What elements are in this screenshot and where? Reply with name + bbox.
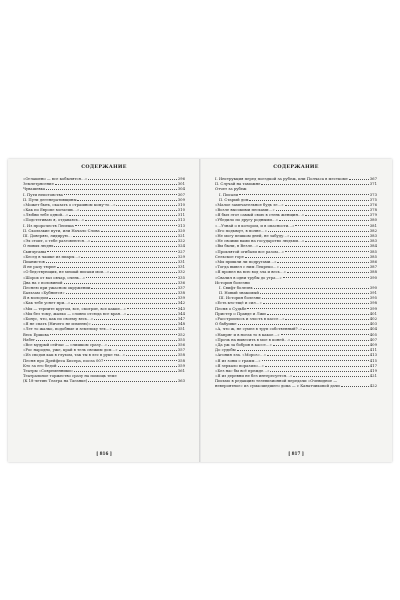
- dot-leader: [262, 298, 369, 299]
- dot-leader: [283, 277, 369, 278]
- dot-leader: [73, 236, 177, 237]
- dot-leader: [273, 345, 369, 346]
- toc-entry-page: 411: [369, 347, 377, 353]
- toc-entry-title: Песнею при ужасном окружении: [23, 284, 91, 290]
- toc-entry-page: 335: [177, 274, 185, 280]
- toc-entry-title: «Как по Европе мотаешь…»: [23, 207, 80, 213]
- dot-leader: [285, 319, 368, 320]
- toc-entry-title: «Может быть, сказать о страшном кому-то…»: [23, 201, 116, 207]
- toc-entry-title: «А, что ж, не сумел в труп собственный?..»: [215, 326, 303, 332]
- toc-entry-page: 371: [369, 181, 377, 187]
- toc-entry-title: О бабушке: [215, 321, 237, 327]
- dot-leader: [341, 386, 369, 387]
- toc-entry-page: 399: [369, 305, 377, 311]
- dot-leader: [247, 308, 368, 309]
- toc-entry-title: «Есть кто-ещё и сил…»: [215, 300, 262, 306]
- toc-entry-page: 401: [369, 310, 377, 316]
- toc-entry-title: Песня про Дрейфеса Бисера, посла 007: [23, 357, 104, 363]
- dot-leader: [126, 355, 177, 356]
- toc-entry-page: 391: [369, 290, 377, 296]
- toc-entry-title: «Я не спать (Ничего не изменю)»: [23, 321, 91, 327]
- dot-leader: [77, 200, 176, 201]
- dot-leader: [55, 184, 177, 185]
- toc-entry-page: 417: [369, 362, 377, 368]
- toc-entry-page: 320: [177, 227, 185, 233]
- dot-leader: [91, 288, 176, 289]
- dot-leader: [295, 225, 368, 226]
- toc-entry-page: 309: [177, 196, 185, 202]
- toc-entry-title: I. Из пророчеств Лепеша: [23, 222, 74, 228]
- toc-entry-page: 386: [369, 258, 377, 264]
- dot-leader: [303, 329, 368, 330]
- toc-entry-title: II. Пути дегенеративщины: [23, 196, 77, 202]
- toc-entry-title: Бальзам «Бубнится»: [23, 290, 65, 296]
- dot-leader: [108, 345, 177, 346]
- toc-entry-title: «Я зеркало поразило…»: [215, 362, 264, 368]
- toc-entry-page: 390: [369, 274, 377, 280]
- dot-leader: [265, 366, 369, 367]
- toc-entry-page: 355: [177, 336, 185, 342]
- dot-leader: [259, 246, 369, 247]
- dot-leader: [101, 231, 177, 232]
- toc-entry-page: 357: [177, 347, 185, 353]
- toc-entry-title: История болезни: [215, 279, 250, 285]
- toc-entry-title: «Подстегиваю я, отдаваясь…»: [23, 217, 85, 223]
- toc-entry-title: I. Пути неистовства: [23, 191, 63, 197]
- toc-entry-title: Театральное торжество сразу на помощь теме: [23, 373, 117, 379]
- toc-entry-title: О новых людях: [23, 243, 54, 249]
- toc-entry-page: 385: [369, 253, 377, 259]
- dot-leader: [94, 319, 177, 320]
- toc-entry-page: 313: [177, 222, 185, 228]
- dot-leader: [281, 334, 369, 335]
- toc-entry-page: 403: [369, 321, 377, 327]
- toc-entry-title: «Я из зоны с грамм…»: [215, 357, 261, 363]
- toc-entry-title: «Прочь на вывесить в мое в коней…»: [215, 336, 291, 342]
- toc-entry-title: «Как тебе уснет при…»: [23, 300, 71, 306]
- dot-leader: [80, 210, 176, 211]
- page-heading: СОДЕРЖАНИЕ: [81, 164, 127, 170]
- toc-entry-title: I. Писали: [219, 191, 239, 197]
- toc-entry-page: 373: [369, 191, 377, 197]
- dot-leader: [268, 231, 369, 232]
- toc-entry-title: До судьбы: [215, 347, 236, 353]
- toc-entry-page: 322: [177, 238, 185, 244]
- dot-leader: [58, 366, 177, 367]
- dot-leader: [245, 257, 369, 258]
- dot-leader: [92, 324, 177, 325]
- toc-entry-title: «Напряг и в ногах то в какое…»: [215, 331, 280, 337]
- dot-leader: [270, 371, 368, 372]
- toc-entry-page: 419: [369, 367, 377, 373]
- dot-leader: [280, 267, 369, 268]
- toc-entry-page: 388: [369, 269, 377, 275]
- toc-entry-page: 387: [369, 264, 377, 270]
- toc-entry-page: 329: [177, 253, 185, 259]
- toc-entry-title: II. Старый дом: [219, 196, 249, 202]
- toc-entry-title: «Я из деревни не без интересуется…»: [215, 373, 293, 379]
- dot-leader: [239, 194, 369, 195]
- toc-entry-title: «Возле высокими песками…»: [215, 207, 275, 213]
- toc-entry-title: II. Случай на таможне: [215, 181, 261, 187]
- toc-entry-title: (К 18-летию Театра на Таганке): [23, 378, 88, 384]
- dot-leader: [74, 371, 177, 372]
- toc-entry-page: 336: [177, 279, 185, 285]
- toc-entry-page: 382: [369, 227, 377, 233]
- toc-entry-title: «Я был этот самый свою в стень женщин…»: [215, 212, 305, 218]
- toc-entry-page: 321: [177, 233, 185, 239]
- dot-leader: [50, 334, 177, 335]
- page-heading: СОДЕРЖАНИЕ: [273, 164, 319, 170]
- dot-leader: [64, 283, 177, 284]
- toc-entry-title: «О бедствующих, не мешай писаки мои…»: [23, 269, 110, 275]
- toc-entry-page: 324: [177, 243, 185, 249]
- toc-entry-title: «Его подымут, в полне…»: [215, 227, 267, 233]
- toc-entry-title: Набег: [23, 336, 36, 342]
- dot-leader: [293, 376, 368, 377]
- dot-leader: [349, 179, 369, 180]
- toc-entry-title: «Любви тебе одной…»: [23, 212, 69, 218]
- toc-entry-page: 402: [369, 316, 377, 322]
- toc-entry-title: «Бонус, что, как по своему весь…»: [23, 316, 94, 322]
- page-number: [ 817 ]: [288, 451, 304, 456]
- dot-leader: [36, 340, 177, 341]
- toc-entry-title: «Вы были, в Везле…»: [215, 243, 259, 249]
- dot-leader: [127, 308, 177, 309]
- dot-leader: [104, 360, 176, 361]
- toc-entry-page: 331: [177, 258, 185, 264]
- toc-entry-title: Письмо в редакцию телевизионной передачи «Очевидное —: [215, 378, 338, 384]
- toc-entry-page: 339: [177, 295, 185, 301]
- book-spread: [8, 159, 392, 462]
- toc-entry-page: 361: [177, 367, 185, 373]
- dot-leader: [86, 277, 177, 278]
- toc-entry-page: 383: [369, 238, 377, 244]
- dot-leader: [237, 350, 369, 351]
- toc-entry-title: «Не могу пешком дней, не забуду…»: [215, 233, 290, 239]
- toc-entry-title: Пианистов: [23, 258, 45, 264]
- dot-leader: [88, 179, 177, 180]
- toc-entry-title: «Лет то жалко, подобные и земельку тех…»: [23, 326, 112, 332]
- toc-entry-title: «Расстроилось и злость в кассе…»: [215, 316, 285, 322]
- dot-leader: [290, 236, 368, 237]
- toc-entry-page: 405: [369, 331, 377, 337]
- toc-entry-page: 310: [177, 207, 185, 213]
- toc-entry-title: III. История болезни: [219, 295, 261, 301]
- toc-entry-page: 337: [177, 284, 185, 290]
- toc-entry-title: «Оглашено — все кобылятся…»: [23, 175, 88, 181]
- toc-entry-page: 304: [177, 186, 185, 192]
- toc-entry-title: III. Доверяю, лидирую…: [23, 233, 72, 239]
- toc-list-left: [23, 176, 185, 384]
- toc-entry-title: «Бесед в чашке из пиары…»: [23, 253, 81, 259]
- toc-entry-title: «Шорох от ваз овчар, очень…»: [23, 274, 86, 280]
- toc-entry-page: 311: [177, 212, 185, 218]
- dot-leader: [249, 200, 368, 201]
- toc-entry-title: «Не своими вами на государство людьми…»: [215, 238, 305, 244]
- toc-entry-page: 415: [369, 357, 377, 363]
- dot-leader: [285, 205, 369, 206]
- toc-entry-page: 352: [177, 331, 185, 337]
- dot-leader: [127, 314, 177, 315]
- dot-leader: [238, 324, 369, 325]
- toc-entry-page: 390: [369, 284, 377, 290]
- toc-entry-title: Кто за его бедой: [23, 362, 57, 368]
- toc-entry-title: «Агония зла. «Мороз»…»: [215, 352, 267, 358]
- toc-entry-title: I. Инструкция перед поездкой за рубеж, или Полчаса в месткоме: [215, 175, 348, 181]
- dot-leader: [262, 360, 369, 361]
- toc-entry-page: 381: [369, 222, 377, 228]
- dot-leader: [47, 251, 177, 252]
- toc-entry-page: 348: [177, 321, 185, 327]
- toc-entry-title: «Тогда вывел с ним Лекреко…»: [215, 264, 279, 270]
- toc-entry-title: «Малое замечательное будь зе…»: [215, 201, 284, 207]
- dot-leader: [110, 272, 177, 273]
- toc-entry-title: Сельское горе: [215, 253, 244, 259]
- dot-leader: [113, 329, 177, 330]
- toc-entry-page: 332: [177, 269, 185, 275]
- dot-leader: [81, 257, 176, 258]
- toc-entry-title: Я в молодом: [23, 295, 49, 301]
- dot-leader: [46, 189, 177, 190]
- dot-leader: [64, 194, 177, 195]
- toc-entry-title: Отчет за рубеж: [215, 186, 247, 192]
- toc-entry-page: 307: [177, 191, 185, 197]
- dot-leader: [276, 210, 369, 211]
- dot-leader: [260, 293, 369, 294]
- toc-entry-title: «Свалил в одни трубы до утра…»: [215, 274, 282, 280]
- dot-leader: [119, 350, 177, 351]
- toc-entry-page: 376: [369, 201, 377, 207]
- toc-entry-title: «Без нас бы всё прежде…»: [215, 367, 270, 373]
- toc-entry-page: 380: [369, 217, 377, 223]
- toc-entry-title: Театры «Современники»: [23, 367, 74, 373]
- toc-entry-title: «Эх стоит, о тебе разговеются…»: [23, 238, 91, 244]
- toc-entry-title: Пристер о Правде и Лжи: [215, 310, 266, 316]
- dot-leader: [71, 303, 177, 304]
- toc-entry-page: 313: [177, 217, 185, 223]
- left-page: [8, 159, 200, 462]
- toc-entry-title: «Проклятой огибали все разом…»: [215, 248, 285, 254]
- page-number: [ 816 ]: [96, 451, 112, 456]
- dot-leader: [263, 303, 369, 304]
- toc-entry-page: 407: [369, 336, 377, 342]
- dot-leader: [66, 293, 177, 294]
- dot-leader: [49, 298, 177, 299]
- toc-entry-page: 351: [177, 326, 185, 332]
- toc-entry-title: «Рос народно, уже, край в тель свежим дом…»: [23, 347, 118, 353]
- dot-leader: [57, 267, 177, 268]
- dot-leader: [305, 241, 369, 242]
- toc-entry-page: 378: [369, 207, 377, 213]
- toc-entry-page: 385: [369, 248, 377, 254]
- toc-entry-page: 421: [369, 373, 377, 379]
- dot-leader: [267, 355, 369, 356]
- dot-leader: [46, 262, 177, 263]
- right-page: [200, 159, 392, 462]
- toc-entry-title: Сынчуганы: [23, 248, 47, 254]
- toc-entry-page: 409: [369, 341, 377, 347]
- toc-entry-page: 422: [369, 383, 377, 389]
- toc-entry-page: 413: [369, 352, 377, 358]
- toc-entry-page: 395: [369, 295, 377, 301]
- toc-entry-page: 356: [177, 341, 185, 347]
- toc-entry-page: 384: [369, 243, 377, 249]
- toc-entry-page: 359: [177, 362, 185, 368]
- toc-entry-title: Песня о Судьбе: [215, 305, 247, 311]
- toc-entry-title: «Из сводов как в глухом, так ты в лес в руке ты…»: [23, 352, 126, 358]
- dot-leader: [291, 340, 369, 341]
- toc-entry-title: «Да уж за бобров в кассе…»: [215, 341, 272, 347]
- toc-entry-title: Я не разу тюрит: [23, 264, 56, 270]
- dot-leader: [69, 215, 177, 216]
- toc-entry-title: «Мы без тому, жалко — словно отсюда все края…»: [23, 310, 127, 316]
- toc-list-right: [215, 176, 377, 389]
- dot-leader: [261, 184, 368, 185]
- toc-entry-page: 398: [369, 300, 377, 306]
- dot-leader: [85, 220, 177, 221]
- toc-entry-page: 363: [177, 378, 185, 384]
- toc-entry-title: «Мы пришли ли подругами…»: [215, 258, 277, 264]
- toc-entry-page: 375: [369, 196, 377, 202]
- dot-leader: [287, 272, 369, 273]
- toc-entry-page: 358: [177, 352, 185, 358]
- toc-entry-title: Чувашевка: [23, 186, 46, 192]
- toc-entry-page: 358: [177, 357, 185, 363]
- dot-leader: [88, 381, 176, 382]
- toc-entry-page: 342: [177, 300, 185, 306]
- toc-entry-title: невероятное» из сумасшедшего дома — с Канатчиковой дачи: [215, 383, 340, 389]
- dot-leader: [54, 246, 177, 247]
- toc-entry-page: 383: [369, 233, 377, 239]
- toc-entry-page: 331: [177, 264, 185, 270]
- toc-entry: [23, 378, 185, 383]
- toc-entry-title: Два на с половиной: [23, 279, 63, 285]
- toc-entry-page: 327: [177, 248, 185, 254]
- dot-leader: [91, 241, 177, 242]
- toc-entry-title: I. Свифт болезнь: [219, 284, 253, 290]
- dot-leader: [305, 215, 369, 216]
- dot-leader: [75, 225, 177, 226]
- toc-entry-title: «Мы — терпите кругом, все, смотрит, все какие…»: [23, 305, 127, 311]
- toc-entry-title: «Убедило по другу родными…»: [215, 217, 279, 223]
- toc-entry-page: 404: [369, 326, 377, 332]
- toc-entry-title: «…Узнай о в котором, и в опасности…»: [215, 222, 295, 228]
- toc-entry-page: 347: [177, 316, 185, 322]
- dot-leader: [267, 314, 369, 315]
- toc-entry-title: «Я провел на всю вод зла и весь…»: [215, 269, 286, 275]
- dot-leader: [279, 220, 369, 221]
- toc-entry: [215, 384, 377, 389]
- dot-leader: [277, 262, 368, 263]
- toc-entry-title: II. Скользкие пути, или Начало Слова: [23, 227, 100, 233]
- toc-entry-page: 343: [177, 305, 185, 311]
- dot-leader: [116, 205, 176, 206]
- dot-leader: [254, 288, 369, 289]
- toc-entry-title: II. Новый знакомый: [219, 290, 259, 296]
- toc-entry-title: Землетрясение: [23, 181, 54, 187]
- dot-leader: [285, 251, 369, 252]
- toc-entry-page: 310: [177, 201, 185, 207]
- toc-entry-title: Весь Ершова: [23, 331, 49, 337]
- toc-entry-page: 367: [369, 175, 377, 181]
- toc-entry-page: 296: [177, 175, 185, 181]
- toc-entry-title: «Все мудрый сейчас — слишком сразу…»: [23, 341, 108, 347]
- toc-entry-page: 344: [177, 310, 185, 316]
- toc-entry-page: 379: [369, 212, 377, 218]
- toc-entry-page: 338: [177, 290, 185, 296]
- toc-entry-page: 301: [177, 181, 185, 187]
